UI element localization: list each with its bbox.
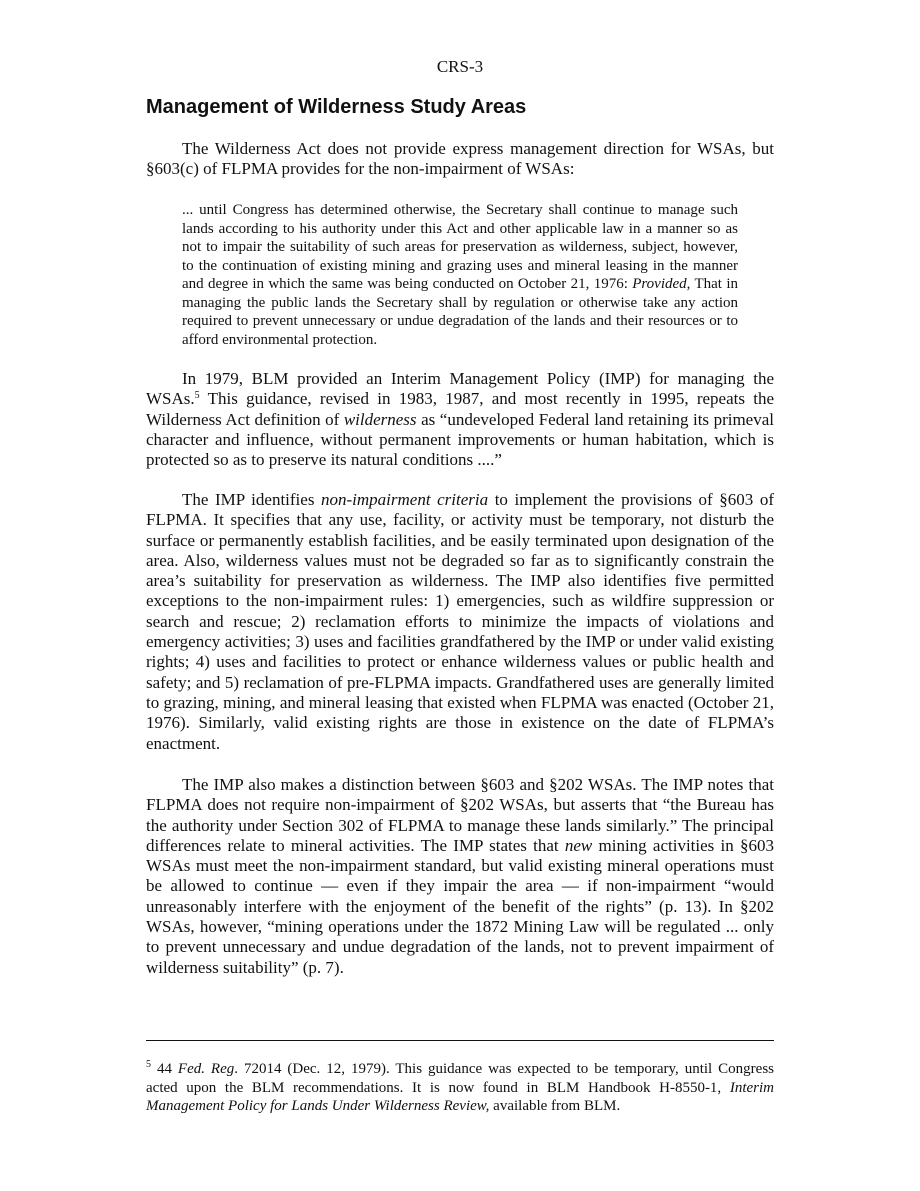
footnote-number: 5	[146, 1059, 151, 1070]
paragraph-imp-text-3: as “undeveloped Federal land retaining its primeval character and influence, without permanent improvements or human habitation, which is protected so as to preserve its natural conditions ....”	[146, 409, 774, 470]
quote-text-1: ... until Congress has determined otherwise, the Secretary shall continue to manage such lands according to his authority under this Act and other applicable law in a manner so as not to impair the suitability of such areas for preservation as wilderness, subject, however, to the continuation of existing mining and grazing uses and mineral leasing in the manner and degree in which the same was being conducted on October 21, 1976:	[182, 202, 738, 292]
term-wilderness: wilderness	[343, 409, 417, 429]
footnote	[146, 1060, 774, 1116]
paragraph-intro-text: The Wilderness Act does not provide express management direction for WSAs, but §603(c) of FLPMA provides for the non-impairment of WSAs:	[146, 139, 774, 179]
quote-text-2: , That in managing the public lands the Secretary shall by regulation or otherwise take any action required to prevent unnecessary or undue degradation of the lands and their resources or to afford environmental protection.	[182, 276, 738, 348]
paragraph-non-impairment	[146, 490, 774, 754]
quote-provided: Provided	[632, 276, 687, 292]
footnote-handbook-title: Interim Management Policy for Lands Under Wilderness Review,	[146, 1079, 774, 1114]
footnote-text-2: . 72014 (Dec. 12, 1979). This guidance was expected to be temporary, until Congress acted upon the BLM recommendations. It is now found in BLM Handbook H-8550-1,	[146, 1061, 774, 1096]
paragraph-intro	[146, 139, 774, 180]
footnote-text-3: available from BLM.	[489, 1098, 621, 1114]
block-quote	[182, 201, 738, 349]
section-heading: Management of Wilderness Study Areas	[146, 96, 527, 118]
footnote-reference: 5	[194, 390, 200, 402]
footnote-text-1: 44	[151, 1061, 178, 1077]
paragraph-distinction-text-2: mining activities in §603 WSAs must meet the non-impairment standard, but valid existing mineral operations must be allowed to continue — even if they impair the area — if non-impairment “would unreasonably interfere with the enjoyment of the benefit of the rights” (p. 13). In §202 WSAs, however, “mining operations under the 1872 Mining Law will be regulated ... only to prevent unnecessary and undue degradation of the lands, not to prevent impairment of wilderness suitability” (p. 7).	[146, 835, 774, 977]
footnote-divider	[146, 1040, 774, 1041]
term-new: new	[564, 835, 593, 855]
paragraph-distinction-text-1: The IMP also makes a distinction between §603 and §202 WSAs. The IMP notes that FLPMA does not require non-impairment of §202 WSAs, but asserts that “the Bureau has the authority under Section 302 of FLPMA to manage these lands similarly.” The principal differences relate to mineral activities. The IMP states that	[146, 775, 774, 855]
paragraph-wsa-distinction	[146, 775, 774, 978]
paragraph-imp-text-1: In 1979, BLM provided an Interim Management Policy (IMP) for managing the WSAs.	[146, 369, 774, 409]
paragraph-imp-history	[146, 369, 774, 470]
page-number: CRS-3	[436, 57, 484, 76]
footnote-journal: Fed. Reg	[177, 1061, 235, 1077]
paragraph-imp-text-2: This guidance, revised in 1983, 1987, and most recently in 1995, repeats the Wilderness Act definition of	[146, 389, 774, 429]
paragraph-criteria-text-2: to implement the provisions of §603 of FLPMA. It specifies that any use, facility, or activity must be temporary, not disturb the surface or permanently establish facilities, and be easily terminated upon designation of the area. Also, wilderness values must not be degraded so far as to significantly constrain the area’s suitability for preservation as wilderness. The IMP also identifies five permitted exceptions to the non-impairment rules: 1) emergencies, such as wildfire suppression or search and rescue; 2) reclamation efforts to minimize the impacts of violations and emergency activities; 3) uses and facilities grandfathered by the IMP or under valid existing rights; 4) uses and facilities to protect or enhance wilderness values or public health and safety; and 5) reclamation of pre-FLPMA impacts. Grandfathered uses are generally limited to grazing, mining, and mineral leasing that existed when FLPMA was enacted (October 21, 1976). Similarly, valid existing rights are those in existence on the date of FLPMA’s enactment.	[146, 490, 775, 753]
term-non-impairment-criteria: non-impairment criteria	[321, 490, 489, 509]
paragraph-criteria-text-1: The IMP identifies	[182, 490, 322, 509]
